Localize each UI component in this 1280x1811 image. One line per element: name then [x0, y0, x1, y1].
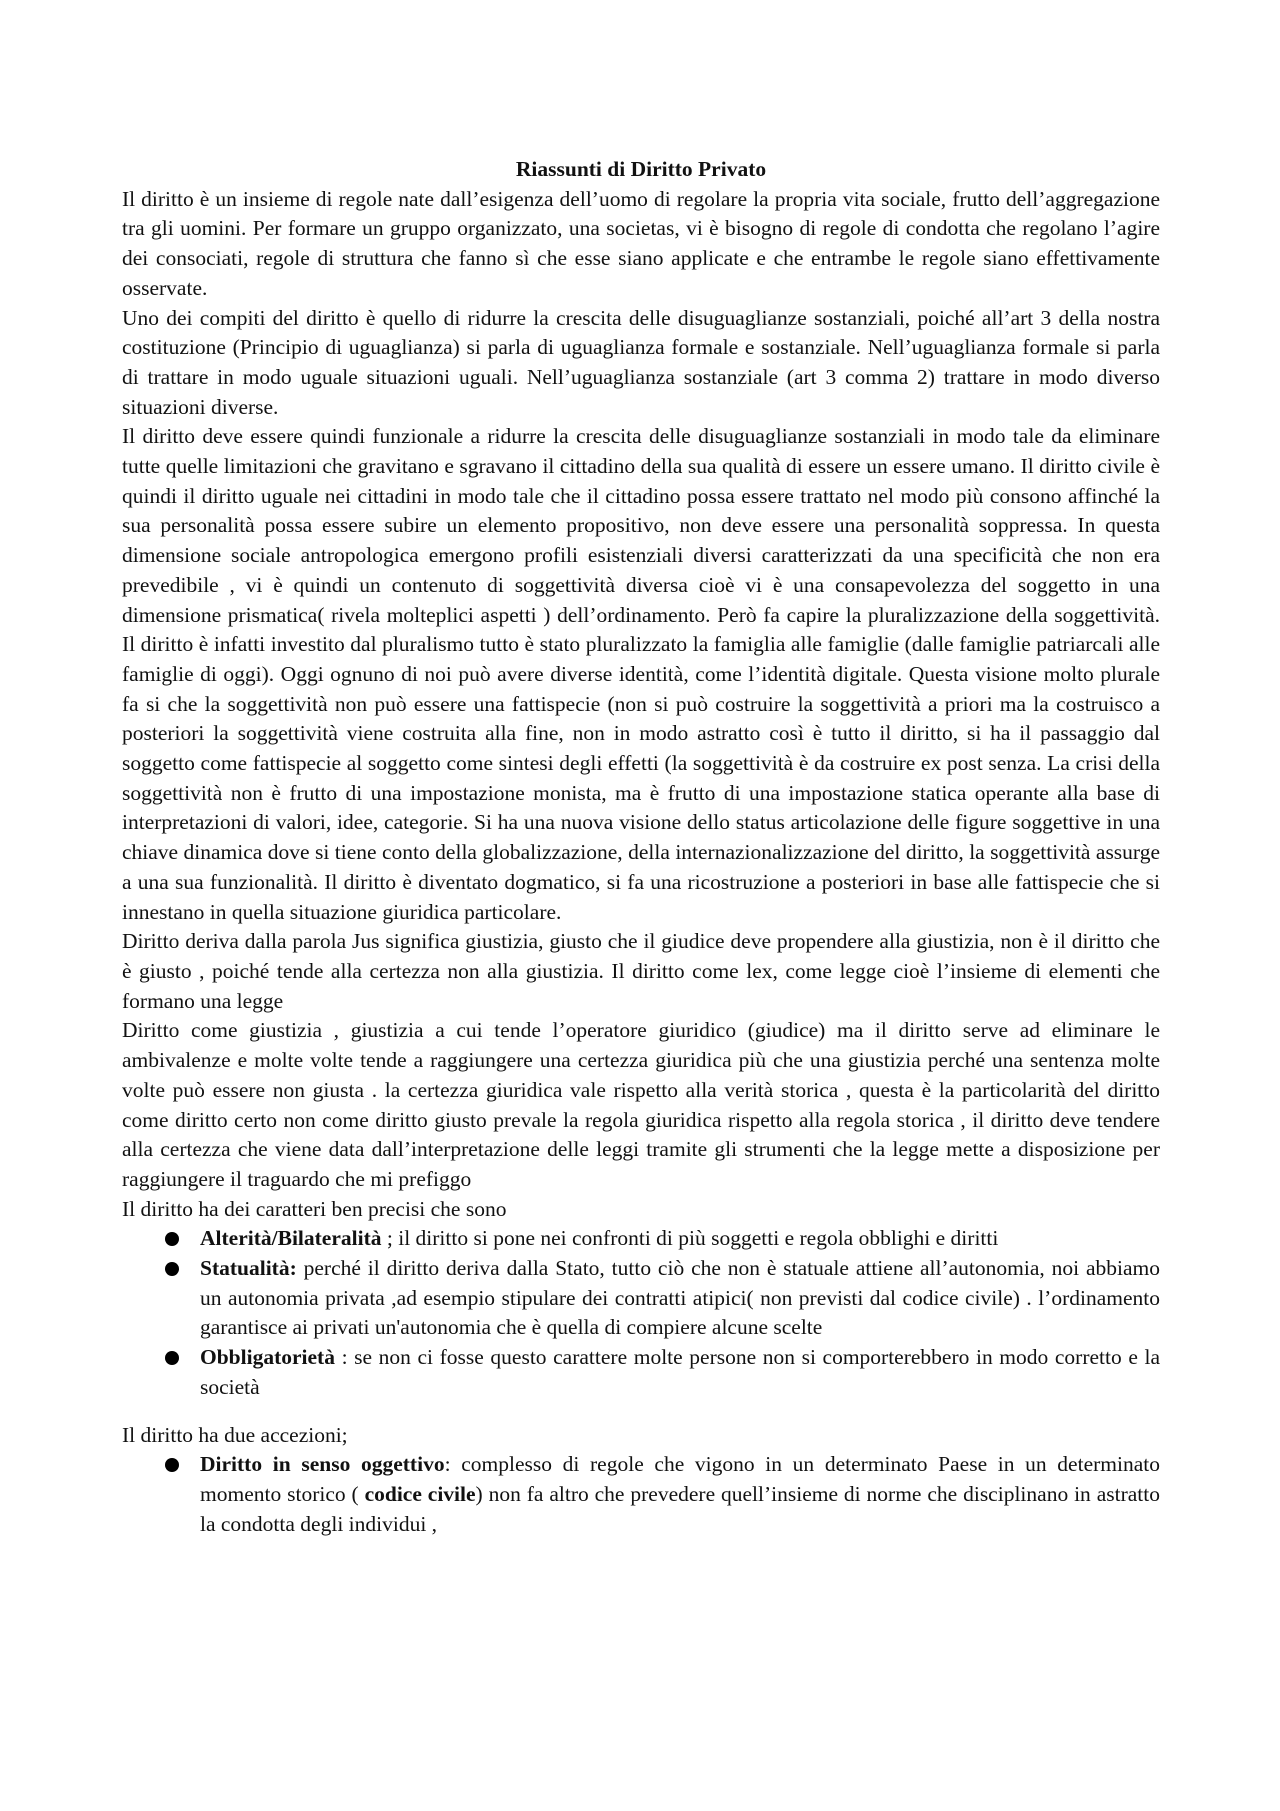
paragraph-jus: Diritto deriva dalla parola Jus significa giustizia, giusto che il giudice deve propendere alla giustizia, non è il diritto che è giusto , poiché tende alla certezza non alla giustizia. Il diritto come lex, come legge cioè l’insieme di elementi che formano una legge [122, 929, 1160, 1013]
list-item [200, 1224, 1160, 1254]
paragraph-caratteri-intro: Il diritto ha dei caratteri ben precisi che sono [122, 1196, 507, 1221]
paragraph-giustizia: Diritto come giustizia , giustizia a cui tende l’operatore giuridico (giudice) ma il diritto serve ad eliminare le ambivalenze e molte volte tende a raggiungere una certezza giuridica più che una giustizia perché una sentenza molte volte può essere non giusta . la certezza giuridica vale rispetto alla verità storica , questa è la particolarità del diritto come diritto certo non come diritto giusto prevale la regola giuridica rispetto alla regola storica , il diritto deve tendere alla certezza che viene data dall’interpretazione delle leggi tramite gli strumenti che la legge mette a disposizione per raggiungere il traguardo che mi prefiggo [122, 1018, 1160, 1191]
list-item-term: Diritto in senso oggettivo [200, 1452, 445, 1477]
list-item-text: ) non fa altro che prevedere quell’insieme di norme che disciplinano in astratto la condotta degli individui , [200, 1481, 1160, 1536]
list-item-term: Statualità: [200, 1256, 297, 1281]
list-item [200, 1450, 1160, 1539]
list-item-term: Alterità/Bilateralità [200, 1226, 382, 1251]
paragraph-soggettivita: Il diritto deve essere quindi funzionale a ridurre la crescita delle disuguaglianze sostanziali in modo tale da eliminare tutte quelle limitazioni che gravitano e sgravano il cittadino della sua qualità di essere un essere umano. Il diritto civile è quindi il diritto uguale nei cittadini in modo tale che il cittadino possa essere trattato nel modo più consono affinché la sua personalità possa essere subire un elemento propositivo, non deve essere una personalità soppressa. In questa dimensione sociale antropologica emergono profili esistenziali diversi caratterizzati da una specificità che non era prevedibile , vi è quindi un contenuto di soggettività diversa cioè vi è una consapevolezza del soggetto in una dimensione prismatica( rivela molteplici aspetti ) dell’ordinamento. Però fa capire la pluralizzazione della soggettività. Il diritto è infatti investito dal pluralismo tutto è stato pluralizzato la famiglia alle famiglie (dalle famiglie patriarcali alle famiglie di oggi). Oggi ognuno di noi può avere diverse identità, come l’identità digitale. Questa visione molto plurale fa si che la soggettività non può essere una fattispecie (non si può costruire la soggettività a priori ma la costruisco a posteriori la soggettività viene costruita alla fine, non in modo astratto così è tutto il diritto, si ha il passaggio dal soggetto come fattispecie al soggetto come sintesi degli effetti (la soggettività è da costruire ex post senza. La crisi della soggettività non è frutto di una impostazione monista, ma è frutto di una impostazione statica operante alla base di interpretazioni di valori, idee, categorie. Si ha una nuova visione dello status articolazione delle figure soggettive in una chiave dinamica dove si tiene conto della globalizzazione, della internazionalizzazione del diritto, la soggettività assurge a una sua funzionalità. Il diritto è diventato dogmatico, si fa una ricostruzione a posteriori in base alle fattispecie che si innestano in quella situazione giuridica particolare. [122, 424, 1160, 924]
caratteri-list [122, 1224, 1160, 1402]
list-item-term: Obbligatorietà [200, 1345, 335, 1370]
list-item-text: perché il diritto deriva dalla Stato, tutto ciò che non è statuale attiene all’autonomia, noi abbiamo un autonomia privata ,ad esempio stipulare dei contratti atipici( non previsti dal codice civile) . l’ordinamento garantisce ai privati un'autonomia che è quella di compiere alcune scelte [200, 1256, 1160, 1340]
paragraph-accezioni-intro: Il diritto ha due accezioni; [122, 1422, 348, 1447]
document-title: Riassunti di Diritto Privato [515, 157, 767, 181]
paragraph-definizione: Il diritto è un insieme di regole nate dall’esigenza dell’uomo di regolare la propria vita sociale, frutto dell’aggregazione tra gli uomini. Per formare un gruppo organizzato, una societas, vi è bisogno di regole di condotta che regolano l’agire dei consociati, regole di struttura che fanno sì che esse siano applicate e che entrambe le regole siano effettivamente osservate. [122, 186, 1160, 300]
accezioni-list [122, 1450, 1160, 1539]
list-item-bold-inline: codice civile [364, 1481, 476, 1506]
list-item [200, 1343, 1160, 1402]
list-item-text: : se non ci fosse questo carattere molte persone non si comporterebbero in modo corretto e la società [200, 1345, 1160, 1399]
list-item [200, 1254, 1160, 1343]
list-item-text: : complesso di regole che vigono in un determinato Paese in un determinato momento storico ( [200, 1452, 1160, 1506]
list-item-text: ; il diritto si pone nei confronti di più soggetti e regola obblighi e diritti [381, 1226, 999, 1251]
paragraph-uguaglianza: Uno dei compiti del diritto è quello di ridurre la crescita delle disuguaglianze sostanziali, poiché all’art 3 della nostra costituzione (Principio di uguaglianza) si parla di uguaglianza formale e sostanziale. Nell’uguaglianza formale si parla di trattare in modo uguale situazioni uguali. Nell’uguaglianza sostanziale (art 3 comma 2) trattare in modo diverso situazioni diverse. [122, 305, 1160, 419]
